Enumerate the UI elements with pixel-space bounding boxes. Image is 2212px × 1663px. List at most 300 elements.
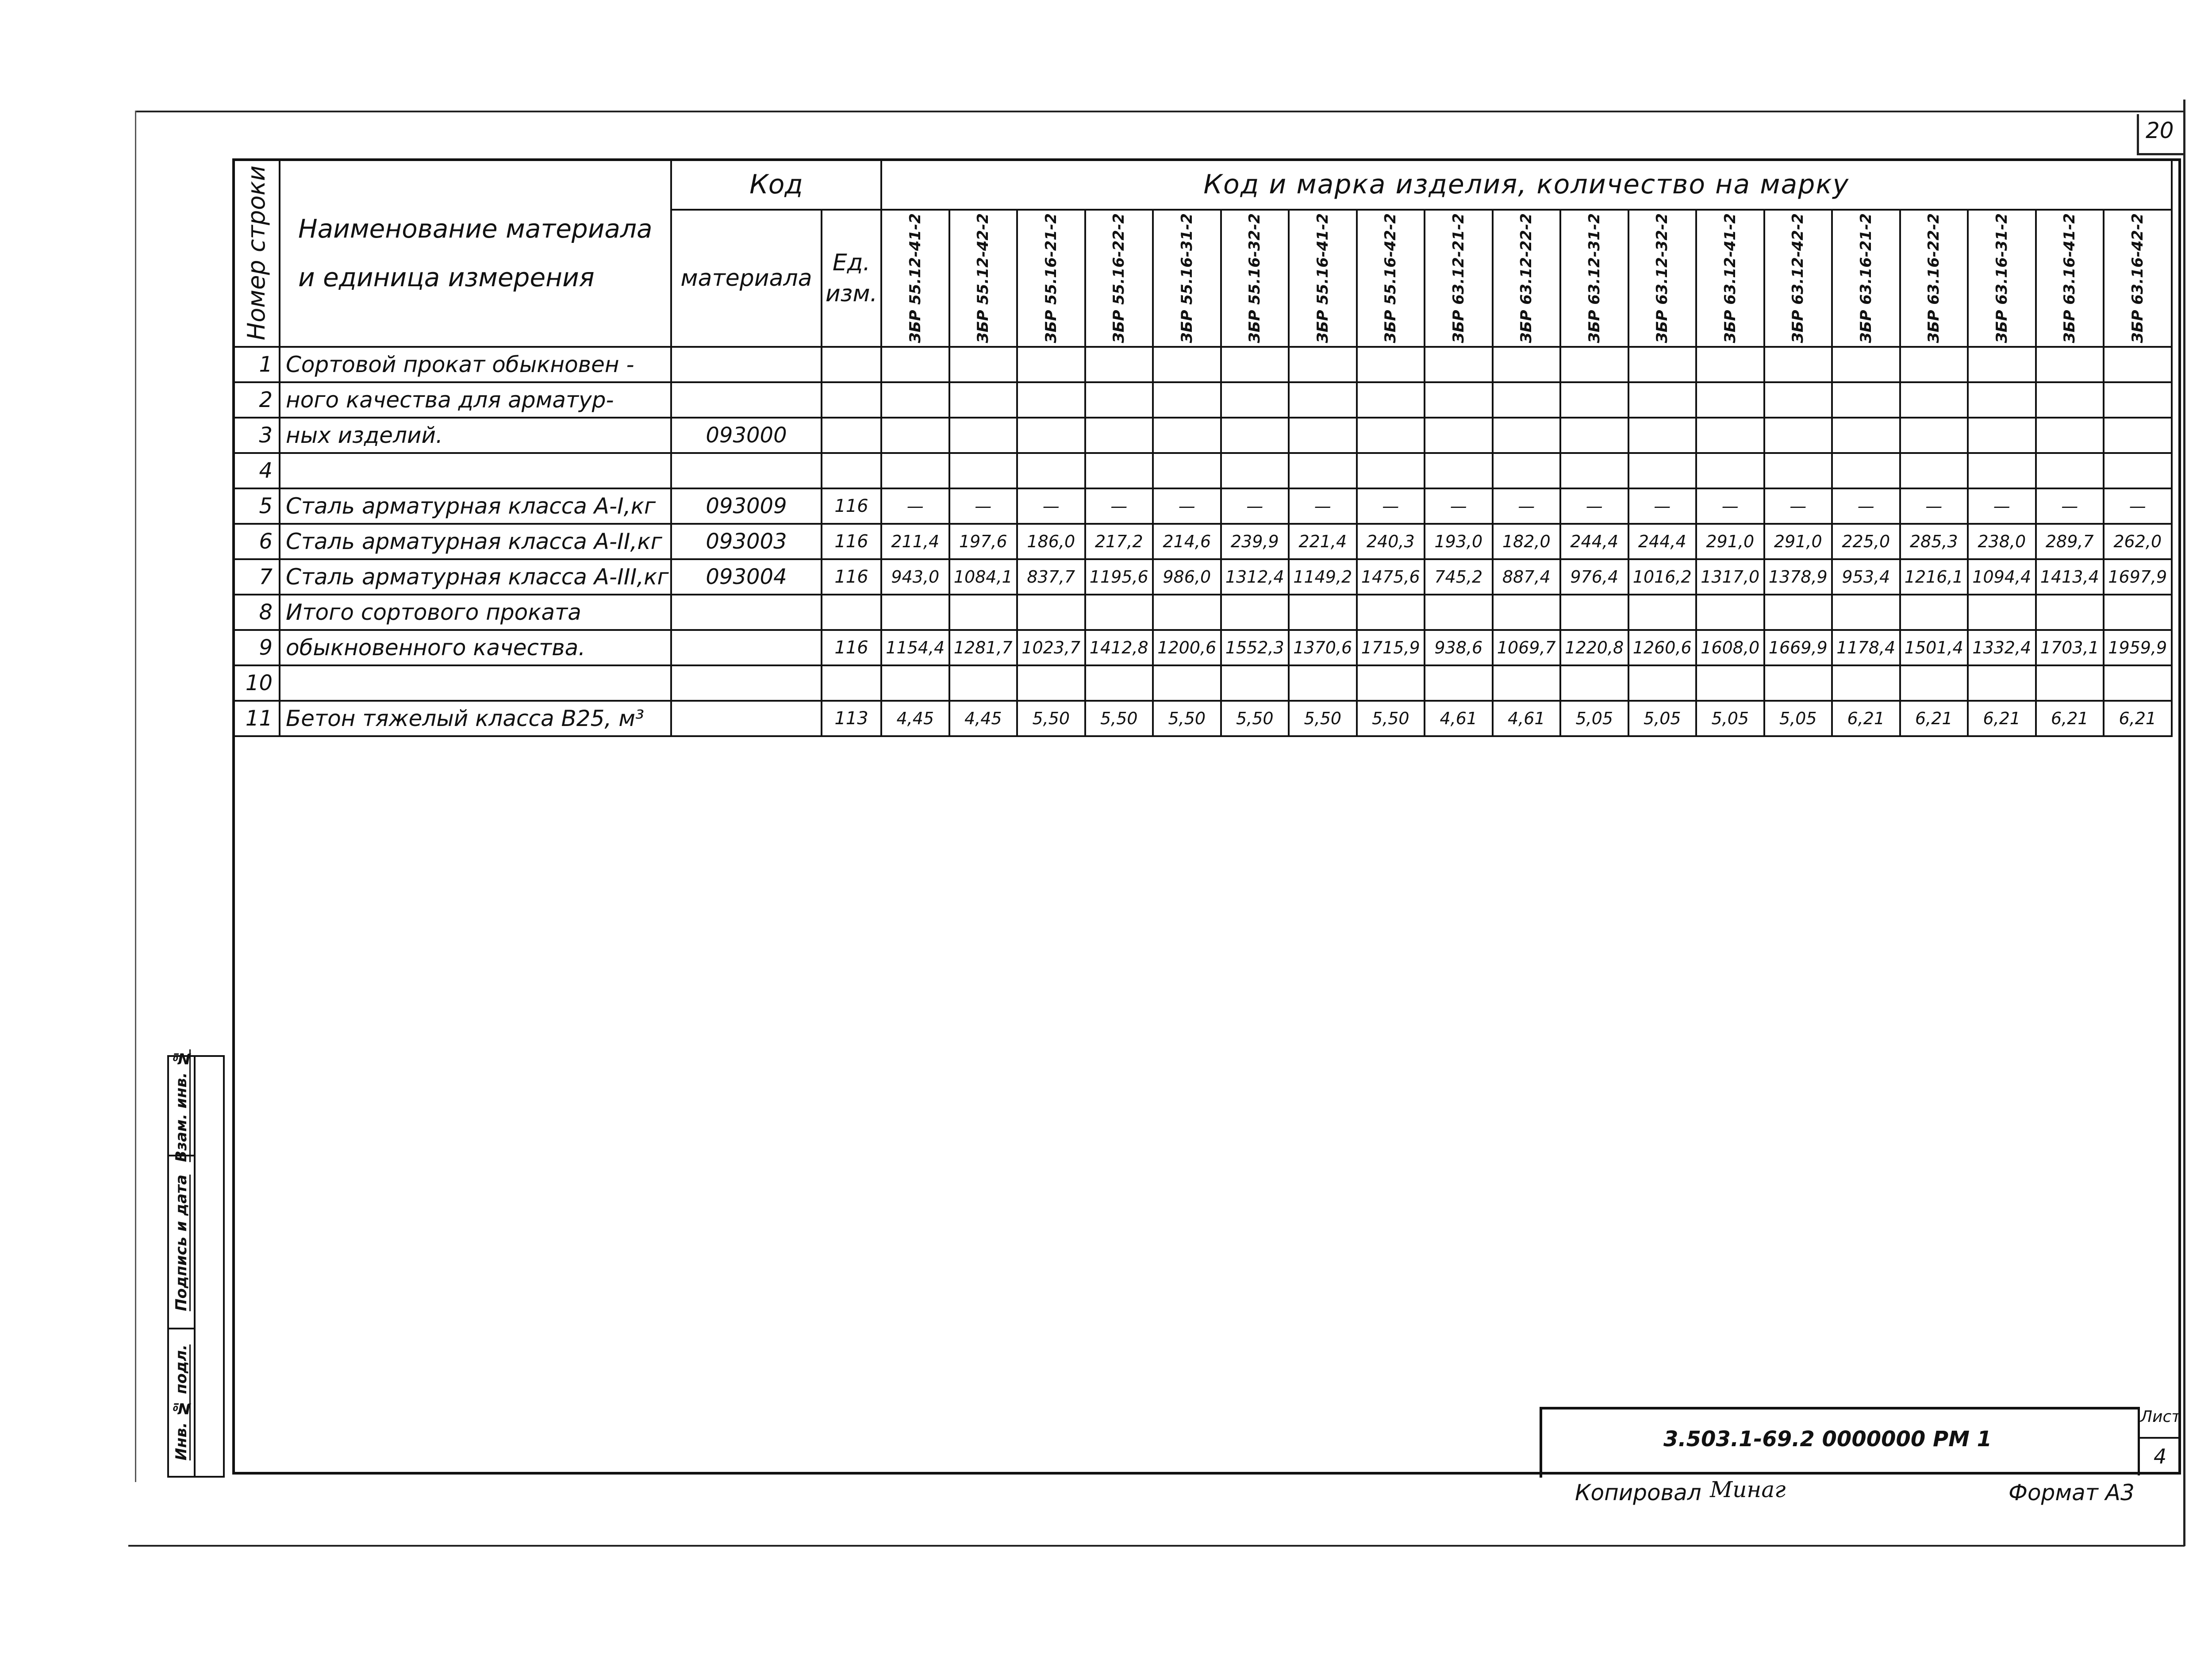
table-row <box>233 382 2172 418</box>
table-row <box>233 595 2172 630</box>
quantity-cell <box>1357 382 1425 418</box>
quantity-cell <box>1968 382 2036 418</box>
quantity-cell <box>949 418 1018 453</box>
material-name-header: Наименование материала и единица измерения <box>280 159 671 347</box>
quantity-cell: 5,50 <box>1357 701 1425 736</box>
mark-header: ЗБР 63.16-41-2 <box>2036 210 2104 347</box>
unit-code <box>822 382 881 418</box>
quantity-cell: — <box>1696 488 1764 524</box>
quantity-cell <box>1221 665 1289 701</box>
quantity-cell: 1475,6 <box>1357 559 1425 595</box>
stamp-replaces-inv-cell <box>169 1049 194 1162</box>
mark-header: ЗБР 55.16-32-2 <box>1221 210 1289 347</box>
quantity-cell: 837,7 <box>1017 559 1085 595</box>
material-name: ного качества для арматур- <box>280 382 671 418</box>
quantity-cell <box>881 382 949 418</box>
material-code: 093009 <box>671 488 822 524</box>
quantity-cell <box>1832 418 1900 453</box>
quantity-cell <box>1425 595 1493 630</box>
quantity-cell: 5,05 <box>1628 701 1697 736</box>
quantity-cell <box>1153 347 1221 382</box>
quantity-cell: 197,6 <box>949 524 1018 559</box>
quantity-cell <box>881 418 949 453</box>
mark-header: ЗБР 55.16-42-2 <box>1357 210 1425 347</box>
quantity-cell <box>1493 453 1561 488</box>
mark-header: ЗБР 63.16-42-2 <box>2104 210 2172 347</box>
quantity-cell <box>1493 418 1561 453</box>
quantity-cell <box>1968 453 2036 488</box>
quantity-cell: 221,4 <box>1289 524 1357 559</box>
row-number: 1 <box>233 347 280 382</box>
quantity-cell: 6,21 <box>1832 701 1900 736</box>
quantity-cell <box>949 453 1018 488</box>
quantity-cell <box>949 665 1018 701</box>
quantity-cell <box>1085 595 1153 630</box>
quantity-cell <box>1764 418 1832 453</box>
frame-top-line <box>135 111 2183 112</box>
quantity-cell <box>1221 595 1289 630</box>
quantity-cell <box>1900 382 1968 418</box>
material-name: Сталь арматурная класса А-II,кг <box>280 524 671 559</box>
quantity-cell <box>1289 595 1357 630</box>
quantity-cell: 1317,0 <box>1696 559 1764 595</box>
quantity-cell: — <box>1628 488 1697 524</box>
quantity-cell: — <box>1153 488 1221 524</box>
quantity-cell: 291,0 <box>1696 524 1764 559</box>
material-code <box>671 382 822 418</box>
quantity-cell <box>949 595 1018 630</box>
mark-header: ЗБР 63.12-31-2 <box>1560 210 1628 347</box>
quantity-cell <box>1357 453 1425 488</box>
mark-header: ЗБР 63.16-31-2 <box>1968 210 2036 347</box>
row-number: 8 <box>233 595 280 630</box>
quantity-cell: 1669,9 <box>1764 630 1832 665</box>
quantity-cell: 1697,9 <box>2104 559 2172 595</box>
row-number: 9 <box>233 630 280 665</box>
unit-code: 113 <box>822 701 881 736</box>
quantity-cell: 6,21 <box>1968 701 2036 736</box>
frame-right-line <box>2183 100 2185 1546</box>
quantity-cell <box>1560 453 1628 488</box>
mark-header: ЗБР 55.16-31-2 <box>1153 210 1221 347</box>
quantity-cell: — <box>1017 488 1085 524</box>
quantity-cell <box>2036 382 2104 418</box>
quantity-cell: 6,21 <box>2104 701 2172 736</box>
quantity-cell: 244,4 <box>1560 524 1628 559</box>
material-spec-table <box>232 158 2173 737</box>
marks-group-header: Код и марка изделия, количество на марку <box>881 159 2172 210</box>
quantity-cell <box>1696 665 1764 701</box>
quantity-cell <box>1357 665 1425 701</box>
quantity-cell: — <box>2104 488 2172 524</box>
quantity-cell <box>2104 382 2172 418</box>
quantity-cell: 1959,9 <box>2104 630 2172 665</box>
quantity-cell: 1178,4 <box>1832 630 1900 665</box>
mark-header: ЗБР 55.16-21-2 <box>1017 210 1085 347</box>
unit-code <box>822 453 881 488</box>
quantity-cell: 240,3 <box>1357 524 1425 559</box>
quantity-cell <box>1628 347 1697 382</box>
material-code <box>671 701 822 736</box>
quantity-cell: 1715,9 <box>1357 630 1425 665</box>
quantity-cell <box>1085 382 1153 418</box>
quantity-cell <box>2036 595 2104 630</box>
quantity-cell: 5,05 <box>1696 701 1764 736</box>
material-code <box>671 595 822 630</box>
quantity-cell <box>1560 418 1628 453</box>
quantity-cell: 182,0 <box>1493 524 1561 559</box>
quantity-cell: 1370,6 <box>1289 630 1357 665</box>
quantity-cell: 1149,2 <box>1289 559 1357 595</box>
quantity-cell <box>1153 418 1221 453</box>
quantity-cell: 4,45 <box>881 701 949 736</box>
quantity-cell <box>1085 453 1153 488</box>
quantity-cell <box>1832 665 1900 701</box>
row-number-header: Номер строки <box>233 159 280 347</box>
quantity-cell <box>1900 453 1968 488</box>
quantity-cell <box>1017 418 1085 453</box>
mark-header: ЗБР 63.16-21-2 <box>1832 210 1900 347</box>
row-number: 6 <box>233 524 280 559</box>
quantity-cell <box>1764 595 1832 630</box>
quantity-cell: 291,0 <box>1764 524 1832 559</box>
quantity-cell <box>1900 595 1968 630</box>
quantity-cell: 1154,4 <box>881 630 949 665</box>
format-label: Формат А3 <box>2008 1480 2135 1506</box>
unit-code: 116 <box>822 524 881 559</box>
frame-bottom-line <box>128 1545 2185 1547</box>
quantity-cell <box>1221 382 1289 418</box>
row-number: 4 <box>233 453 280 488</box>
quantity-cell: 976,4 <box>1560 559 1628 595</box>
quantity-cell: — <box>1968 488 2036 524</box>
mark-header: ЗБР 55.16-22-2 <box>1085 210 1153 347</box>
quantity-cell <box>1764 382 1832 418</box>
unit-code <box>822 347 881 382</box>
row-number: 7 <box>233 559 280 595</box>
quantity-cell: — <box>1560 488 1628 524</box>
quantity-cell: 1094,4 <box>1968 559 2036 595</box>
table-row <box>233 453 2172 488</box>
quantity-cell <box>1289 382 1357 418</box>
quantity-cell: 1200,6 <box>1153 630 1221 665</box>
quantity-cell <box>1425 418 1493 453</box>
quantity-cell: 1216,1 <box>1900 559 1968 595</box>
material-code: 093004 <box>671 559 822 595</box>
quantity-cell <box>1153 382 1221 418</box>
quantity-cell <box>1832 347 1900 382</box>
unit-code <box>822 665 881 701</box>
quantity-cell <box>1968 665 2036 701</box>
quantity-cell: 953,4 <box>1832 559 1900 595</box>
quantity-cell <box>2104 347 2172 382</box>
quantity-cell <box>1696 347 1764 382</box>
quantity-cell: 225,0 <box>1832 524 1900 559</box>
quantity-cell <box>2104 453 2172 488</box>
code-group-header: Код <box>671 159 881 210</box>
quantity-cell: 1220,8 <box>1560 630 1628 665</box>
quantity-cell: 4,61 <box>1425 701 1493 736</box>
quantity-cell: 211,4 <box>881 524 949 559</box>
table-row <box>233 418 2172 453</box>
table-row <box>233 488 2172 524</box>
unit-code <box>822 418 881 453</box>
quantity-cell <box>1560 347 1628 382</box>
unit-code: 116 <box>822 559 881 595</box>
quantity-cell <box>1832 595 1900 630</box>
quantity-cell: 285,3 <box>1900 524 1968 559</box>
quantity-cell <box>1493 382 1561 418</box>
quantity-cell <box>1085 347 1153 382</box>
sheet-box-divider <box>2138 1437 2180 1439</box>
material-code <box>671 347 822 382</box>
quantity-cell: 1552,3 <box>1221 630 1289 665</box>
quantity-cell <box>1357 347 1425 382</box>
quantity-cell <box>1357 595 1425 630</box>
quantity-cell <box>1968 418 2036 453</box>
quantity-cell: 1023,7 <box>1017 630 1085 665</box>
quantity-cell <box>1696 382 1764 418</box>
quantity-cell: — <box>1900 488 1968 524</box>
row-number: 10 <box>233 665 280 701</box>
quantity-cell: 239,9 <box>1221 524 1289 559</box>
quantity-cell <box>1425 453 1493 488</box>
quantity-cell <box>1017 595 1085 630</box>
quantity-cell: — <box>1425 488 1493 524</box>
material-code: 093000 <box>671 418 822 453</box>
quantity-cell <box>1900 347 1968 382</box>
quantity-cell <box>1764 347 1832 382</box>
material-name <box>280 665 671 701</box>
quantity-cell <box>1900 665 1968 701</box>
quantity-cell <box>1493 347 1561 382</box>
material-name: Сортовой прокат обыкновен - <box>280 347 671 382</box>
quantity-cell: 5,50 <box>1085 701 1153 736</box>
quantity-cell <box>1085 665 1153 701</box>
quantity-cell <box>1153 665 1221 701</box>
quantity-cell: 1608,0 <box>1696 630 1764 665</box>
quantity-cell <box>1153 453 1221 488</box>
quantity-cell <box>2036 453 2104 488</box>
quantity-cell <box>1900 418 1968 453</box>
quantity-cell: 6,21 <box>2036 701 2104 736</box>
material-code: 093003 <box>671 524 822 559</box>
quantity-cell: 5,50 <box>1153 701 1221 736</box>
mark-header: ЗБР 55.12-41-2 <box>881 210 949 347</box>
quantity-cell: 943,0 <box>881 559 949 595</box>
quantity-cell <box>1832 453 1900 488</box>
frame-left-line <box>135 111 136 1482</box>
quantity-cell: 6,21 <box>1900 701 1968 736</box>
quantity-cell: 217,2 <box>1085 524 1153 559</box>
quantity-cell <box>1017 453 1085 488</box>
quantity-cell <box>1764 453 1832 488</box>
quantity-cell: 1312,4 <box>1221 559 1289 595</box>
quantity-cell <box>1017 665 1085 701</box>
material-name: Сталь арматурная класса А-III,кг <box>280 559 671 595</box>
quantity-cell: 5,05 <box>1560 701 1628 736</box>
material-code <box>671 630 822 665</box>
quantity-cell <box>2104 418 2172 453</box>
quantity-cell: 186,0 <box>1017 524 1085 559</box>
table-row <box>233 630 2172 665</box>
table-row <box>233 701 2172 736</box>
quantity-cell <box>2104 665 2172 701</box>
quantity-cell: — <box>1357 488 1425 524</box>
quantity-cell: 986,0 <box>1153 559 1221 595</box>
table-row <box>233 559 2172 595</box>
quantity-cell: 5,50 <box>1017 701 1085 736</box>
stamp-replaces-inv: Взам. инв. № <box>173 1049 190 1162</box>
quantity-cell: 262,0 <box>2104 524 2172 559</box>
quantity-cell: 1281,7 <box>949 630 1018 665</box>
quantity-cell: 938,6 <box>1425 630 1493 665</box>
unit-header: Ед. изм. <box>822 210 881 347</box>
quantity-cell: — <box>1764 488 1832 524</box>
quantity-cell <box>881 347 949 382</box>
quantity-cell <box>949 382 1018 418</box>
quantity-cell: 887,4 <box>1493 559 1561 595</box>
row-number: 2 <box>233 382 280 418</box>
row-number: 11 <box>233 701 280 736</box>
quantity-cell <box>2036 347 2104 382</box>
sheet-label: Лист <box>2140 1408 2181 1426</box>
quantity-cell: 289,7 <box>2036 524 2104 559</box>
quantity-cell: 1332,4 <box>1968 630 2036 665</box>
quantity-cell <box>1628 418 1697 453</box>
quantity-cell: — <box>1221 488 1289 524</box>
quantity-cell <box>1696 418 1764 453</box>
quantity-cell: 4,45 <box>949 701 1018 736</box>
quantity-cell <box>1628 665 1697 701</box>
stamp-inv-cell <box>169 1328 194 1476</box>
quantity-cell <box>1357 418 1425 453</box>
document-code: 3.503.1-69.2 0000000 РМ 1 <box>1663 1427 1992 1452</box>
quantity-cell <box>2036 665 2104 701</box>
quantity-cell <box>1221 347 1289 382</box>
material-name: Итого сортового проката <box>280 595 671 630</box>
material-name <box>280 453 671 488</box>
quantity-cell: — <box>1085 488 1153 524</box>
quantity-cell: 5,05 <box>1764 701 1832 736</box>
quantity-cell: 1378,9 <box>1764 559 1832 595</box>
material-name: Бетон тяжелый класса В25, м³ <box>280 701 671 736</box>
quantity-cell: — <box>881 488 949 524</box>
quantity-cell: — <box>2036 488 2104 524</box>
material-name: ных изделий. <box>280 418 671 453</box>
quantity-cell <box>1968 595 2036 630</box>
quantity-cell <box>1628 382 1697 418</box>
side-stamp <box>167 1049 225 1478</box>
quantity-cell <box>1493 595 1561 630</box>
quantity-cell: 1260,6 <box>1628 630 1697 665</box>
quantity-cell <box>1696 595 1764 630</box>
quantity-cell <box>1085 418 1153 453</box>
sheet-page-number: 4 <box>2154 1444 2167 1468</box>
mark-header: ЗБР 55.12-42-2 <box>949 210 1018 347</box>
quantity-cell: — <box>1832 488 1900 524</box>
quantity-cell: 214,6 <box>1153 524 1221 559</box>
quantity-cell: 5,50 <box>1221 701 1289 736</box>
material-code <box>671 665 822 701</box>
quantity-cell: — <box>1493 488 1561 524</box>
unit-code <box>822 595 881 630</box>
quantity-cell <box>1289 418 1357 453</box>
copied-signature: Минаг <box>1710 1477 1786 1502</box>
quantity-cell <box>949 347 1018 382</box>
quantity-cell <box>1221 453 1289 488</box>
quantity-cell <box>1968 347 2036 382</box>
quantity-cell: 4,61 <box>1493 701 1561 736</box>
quantity-cell: 1501,4 <box>1900 630 1968 665</box>
quantity-cell: 1703,1 <box>2036 630 2104 665</box>
quantity-cell: 1412,8 <box>1085 630 1153 665</box>
quantity-cell: 1069,7 <box>1493 630 1561 665</box>
sheet-number: 20 <box>2146 118 2174 143</box>
quantity-cell <box>1289 453 1357 488</box>
quantity-cell <box>1560 595 1628 630</box>
row-number: 3 <box>233 418 280 453</box>
mark-header: ЗБР 63.12-21-2 <box>1425 210 1493 347</box>
quantity-cell: 5,50 <box>1289 701 1357 736</box>
quantity-cell: 1084,1 <box>949 559 1018 595</box>
quantity-cell: 745,2 <box>1425 559 1493 595</box>
quantity-cell <box>1425 347 1493 382</box>
quantity-cell <box>881 595 949 630</box>
mark-header: ЗБР 63.12-32-2 <box>1628 210 1697 347</box>
quantity-cell <box>1153 595 1221 630</box>
quantity-cell: 238,0 <box>1968 524 2036 559</box>
quantity-cell <box>1628 595 1697 630</box>
quantity-cell <box>1289 665 1357 701</box>
table-row <box>233 524 2172 559</box>
quantity-cell <box>1425 665 1493 701</box>
quantity-cell <box>1289 347 1357 382</box>
quantity-cell: — <box>1289 488 1357 524</box>
mark-header: ЗБР 63.16-22-2 <box>1900 210 1968 347</box>
quantity-cell: — <box>949 488 1018 524</box>
material-name: обыкновенного качества. <box>280 630 671 665</box>
quantity-cell: 1413,4 <box>2036 559 2104 595</box>
row-number: 5 <box>233 488 280 524</box>
mark-header: ЗБР 63.12-22-2 <box>1493 210 1561 347</box>
quantity-cell <box>1017 382 1085 418</box>
quantity-cell <box>881 453 949 488</box>
table-row <box>233 347 2172 382</box>
quantity-cell <box>1696 453 1764 488</box>
quantity-cell <box>1221 418 1289 453</box>
unit-code: 116 <box>822 630 881 665</box>
quantity-cell <box>1017 347 1085 382</box>
quantity-cell: 193,0 <box>1425 524 1493 559</box>
copied-label: Копировал <box>1575 1480 1701 1506</box>
stamp-inv-original: Инв. № подл. <box>173 1344 190 1461</box>
mark-header: ЗБР 63.12-41-2 <box>1696 210 1764 347</box>
stamp-signature-date: Подпись и дата <box>173 1175 190 1311</box>
quantity-cell <box>1560 665 1628 701</box>
quantity-cell: 1195,6 <box>1085 559 1153 595</box>
quantity-cell <box>1493 665 1561 701</box>
material-code-header: материала <box>671 210 822 347</box>
quantity-cell: 1016,2 <box>1628 559 1697 595</box>
stamp-signature-cell <box>169 1155 194 1329</box>
quantity-cell <box>1764 665 1832 701</box>
quantity-cell <box>1832 382 1900 418</box>
unit-code: 116 <box>822 488 881 524</box>
material-name: Сталь арматурная класса А-I,кг <box>280 488 671 524</box>
quantity-cell <box>1628 453 1697 488</box>
mark-header: ЗБР 55.16-41-2 <box>1289 210 1357 347</box>
